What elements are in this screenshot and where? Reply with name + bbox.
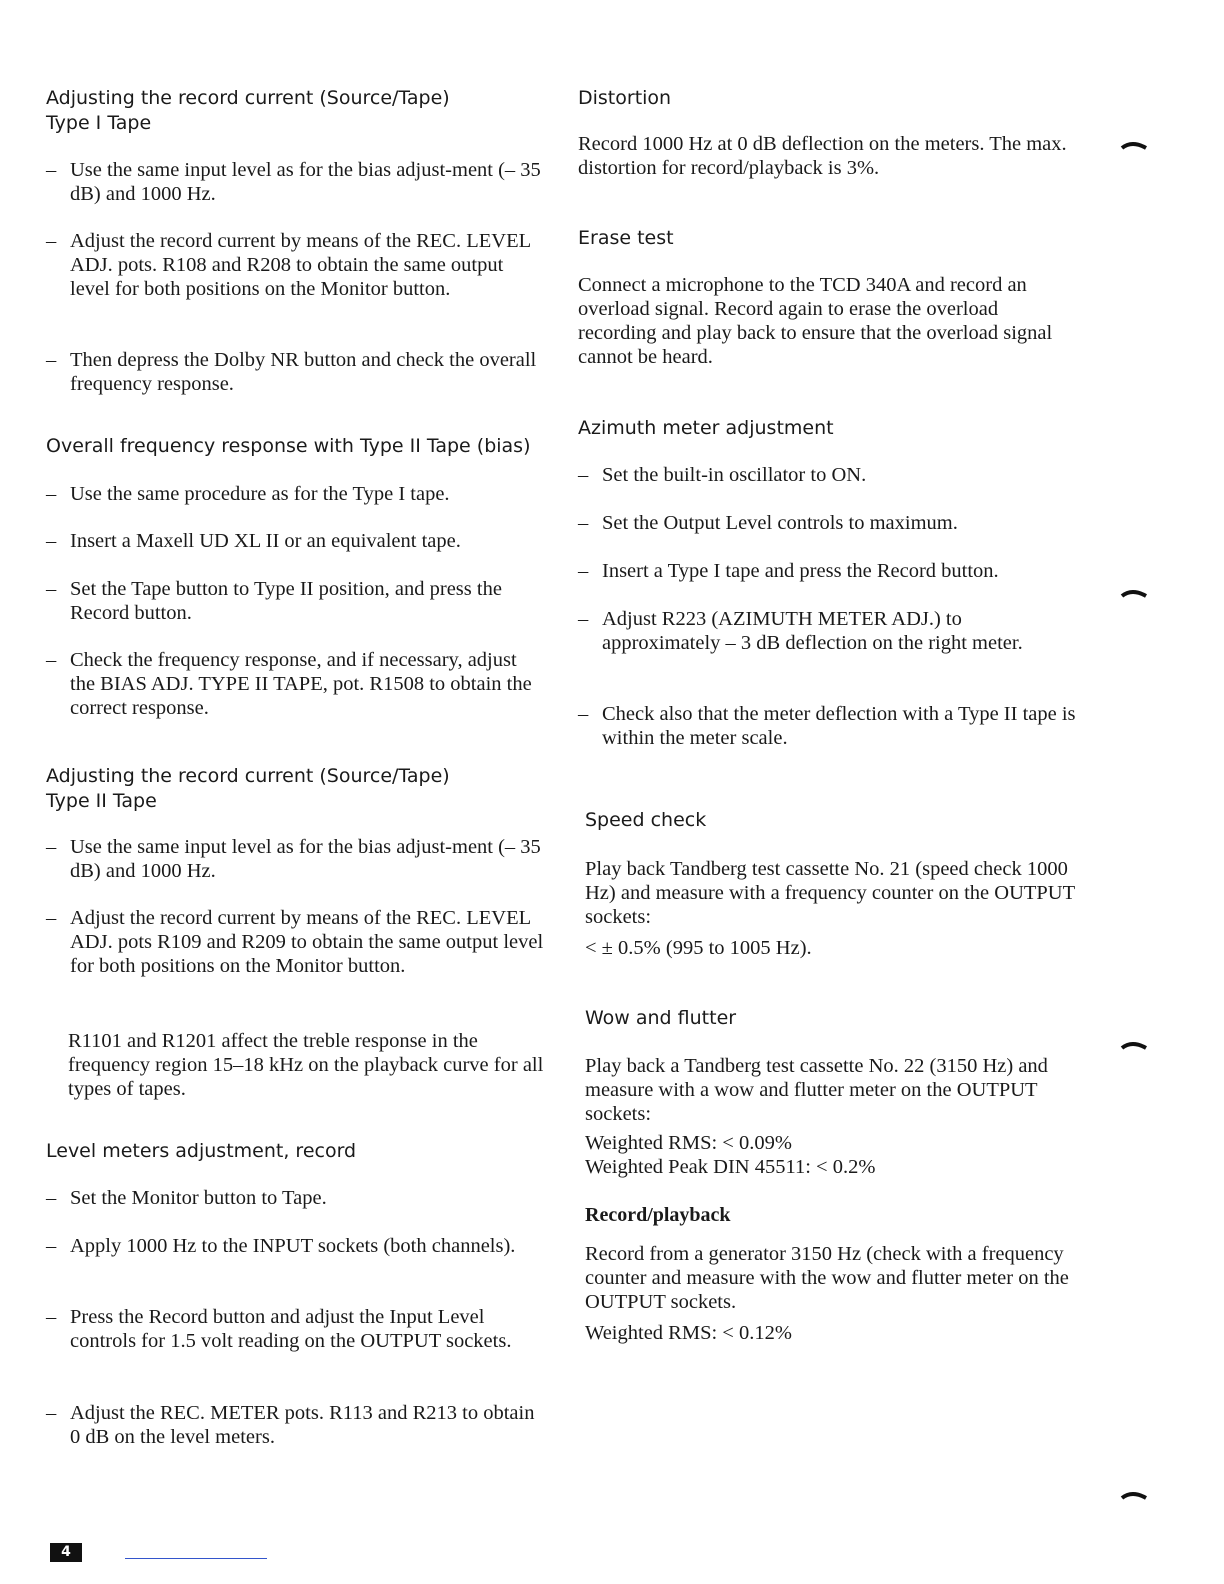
section-heading: Record/playback (585, 1204, 731, 1226)
paragraph (585, 1242, 1078, 1314)
section-wow-flutter (585, 1006, 1078, 1031)
section-overall-frequency-type-2 (46, 434, 546, 459)
list-item: – Then depress the Dolby NR button and check the overall frequency response. (46, 348, 546, 396)
list-item-text: Use the same input level as for the bias adjust-ment (– 35 dB) and 1000 Hz. (70, 159, 541, 205)
section-heading: Overall frequency response with Type II Tape (bias) (46, 435, 531, 457)
list-item-text: Adjust the record current by means of the REC. LEVEL ADJ. pots R109 and R209 to obtain the same output level for both positions on the Monitor button. (70, 907, 544, 977)
section-heading: Erase test (578, 227, 674, 249)
section-heading: Adjusting the record current (Source/Tape) (46, 87, 450, 109)
list-item-text: Set the Monitor button to Tape. (70, 1187, 327, 1209)
scan-mark (1120, 1490, 1148, 1500)
list-item: – Press the Record button and adjust the Input Level controls for 1.5 volt reading on the OUTPUT sockets. (46, 1305, 546, 1353)
spec-line (585, 1131, 1078, 1179)
spec-text: Weighted RMS: < 0.12% (585, 1322, 792, 1344)
list-item: – Adjust the REC. METER pots. R113 and R213 to obtain 0 dB on the level meters. (46, 1401, 546, 1449)
note-text: R1101 and R1201 affect the treble response in the frequency region 15–18 kHz on the playback curve for all types of tapes. (68, 1030, 544, 1100)
list-item: – Check the frequency response, and if necessary, adjust the BIAS ADJ. TYPE II TAPE, pot. R1508 to obtain the correct response. (46, 648, 546, 720)
list-item-text: Set the Tape button to Type II position, and press the Record button. (70, 578, 502, 624)
page-number-badge: 4 (50, 1543, 82, 1562)
section-record-playback (585, 1203, 1078, 1228)
section-heading: Distortion (578, 87, 672, 109)
note-paragraph (46, 1029, 546, 1101)
section-heading: Speed check (585, 809, 707, 831)
section-record-current-type-1 (46, 86, 546, 136)
list-item-text: Adjust R223 (AZIMUTH METER ADJ.) to approximately – 3 dB deflection on the right meter. (602, 608, 1023, 654)
paragraph (578, 273, 1078, 369)
list-item-text: Use the same procedure as for the Type I tape. (70, 483, 450, 505)
list-item: – Insert a Maxell UD XL II or an equivalent tape. (46, 529, 546, 553)
list-item: – Insert a Type I tape and press the Record button. (578, 559, 1078, 583)
list-item: – Adjust R223 (AZIMUTH METER ADJ.) to approximately – 3 dB deflection on the right meter. (578, 607, 1078, 655)
section-heading: Level meters adjustment, record (46, 1140, 357, 1162)
list-item: – Adjust the record current by means of the REC. LEVEL ADJ. pots R109 and R209 to obtain the same output level for both positions on the Monitor button. (46, 906, 546, 978)
list-item: – Apply 1000 Hz to the INPUT sockets (both channels). (46, 1234, 546, 1258)
list-item: – Adjust the record current by means of the REC. LEVEL ADJ. pots. R108 and R208 to obtain the same output level for both positions on the Monitor button. (46, 229, 546, 301)
spec-text: < ± 0.5% (995 to 1005 Hz). (585, 937, 812, 959)
footer-rule (125, 1558, 267, 1559)
scan-mark (1120, 1040, 1148, 1050)
scan-mark (1120, 588, 1148, 598)
list-item: – Check also that the meter deflection with a Type II tape is within the meter scale. (578, 702, 1078, 750)
list-item-text: Apply 1000 Hz to the INPUT sockets (both channels). (70, 1235, 516, 1257)
paragraph-text: Play back Tandberg test cassette No. 21 (speed check 1000 Hz) and measure with a frequency counter on the OUTPUT sockets: (585, 858, 1075, 928)
paragraph-text: Play back a Tandberg test cassette No. 22 (3150 Hz) and measure with a wow and flutter meter on the OUTPUT sockets: (585, 1055, 1048, 1125)
list-item-text: Set the Output Level controls to maximum. (602, 512, 958, 534)
section-heading: Adjusting the record current (Source/Tape) (46, 765, 450, 787)
list-item: – Set the Tape button to Type II position, and press the Record button. (46, 577, 546, 625)
list-item-text: Insert a Type I tape and press the Record button. (602, 560, 999, 582)
spec-line (585, 1321, 1078, 1345)
list-item-text: Use the same input level as for the bias adjust-ment (– 35 dB) and 1000 Hz. (70, 836, 541, 882)
paragraph-text: Record from a generator 3150 Hz (check with a frequency counter and measure with the wow and flutter meter on the OUTPUT sockets. (585, 1243, 1069, 1313)
section-heading: Azimuth meter adjustment (578, 417, 834, 439)
list-item: – Set the built-in oscillator to ON. (578, 463, 1078, 487)
section-erase-test (578, 226, 1078, 251)
section-heading-sub: Type II Tape (46, 790, 157, 812)
list-item: – Set the Monitor button to Tape. (46, 1186, 546, 1210)
list-item: – Set the Output Level controls to maximum. (578, 511, 1078, 535)
paragraph-text: Connect a microphone to the TCD 340A and record an overload signal. Record again to erase the overload recording and play back to ensure that the overload signal cannot be heard. (578, 274, 1053, 368)
section-azimuth (578, 416, 1078, 441)
list-item-text: Check also that the meter deflection with a Type II tape is within the meter scale. (602, 703, 1076, 749)
list-item: – Use the same input level as for the bias adjust-ment (– 35 dB) and 1000 Hz. (46, 835, 546, 883)
list-item-text: Set the built-in oscillator to ON. (602, 464, 867, 486)
section-distortion (578, 86, 1078, 111)
spec-text: Weighted RMS: < 0.09% (585, 1132, 792, 1154)
section-heading-sub: Type I Tape (46, 112, 152, 134)
paragraph-text: Record 1000 Hz at 0 dB deflection on the meters. The max. distortion for record/playback is 3%. (578, 133, 1067, 179)
section-heading: Wow and flutter (585, 1007, 737, 1029)
section-level-meters (46, 1139, 546, 1164)
section-speed-check (585, 808, 1078, 833)
list-item-text: Check the frequency response, and if necessary, adjust the BIAS ADJ. TYPE II TAPE, pot. R1508 to obtain the correct response. (70, 649, 532, 719)
paragraph (585, 1054, 1078, 1126)
list-item-text: Press the Record button and adjust the Input Level controls for 1.5 volt reading on the OUTPUT sockets. (70, 1306, 512, 1352)
list-item-text: Then depress the Dolby NR button and check the overall frequency response. (70, 349, 537, 395)
scan-mark (1120, 140, 1148, 150)
list-item: – Use the same input level as for the bias adjust-ment (– 35 dB) and 1000 Hz. (46, 158, 546, 206)
list-item-text: Adjust the REC. METER pots. R113 and R213 to obtain 0 dB on the level meters. (70, 1402, 535, 1448)
list-item: – Use the same procedure as for the Type I tape. (46, 482, 546, 506)
list-item-text: Adjust the record current by means of the REC. LEVEL ADJ. pots. R108 and R208 to obtain the same output level for both positions on the Monitor button. (70, 230, 531, 300)
paragraph (585, 857, 1078, 929)
spec-line (585, 936, 1078, 960)
list-item-text: Insert a Maxell UD XL II or an equivalent tape. (70, 530, 461, 552)
section-record-current-type-2 (46, 764, 546, 814)
spec-text: Weighted Peak DIN 45511: < 0.2% (585, 1156, 876, 1178)
paragraph (578, 132, 1078, 180)
